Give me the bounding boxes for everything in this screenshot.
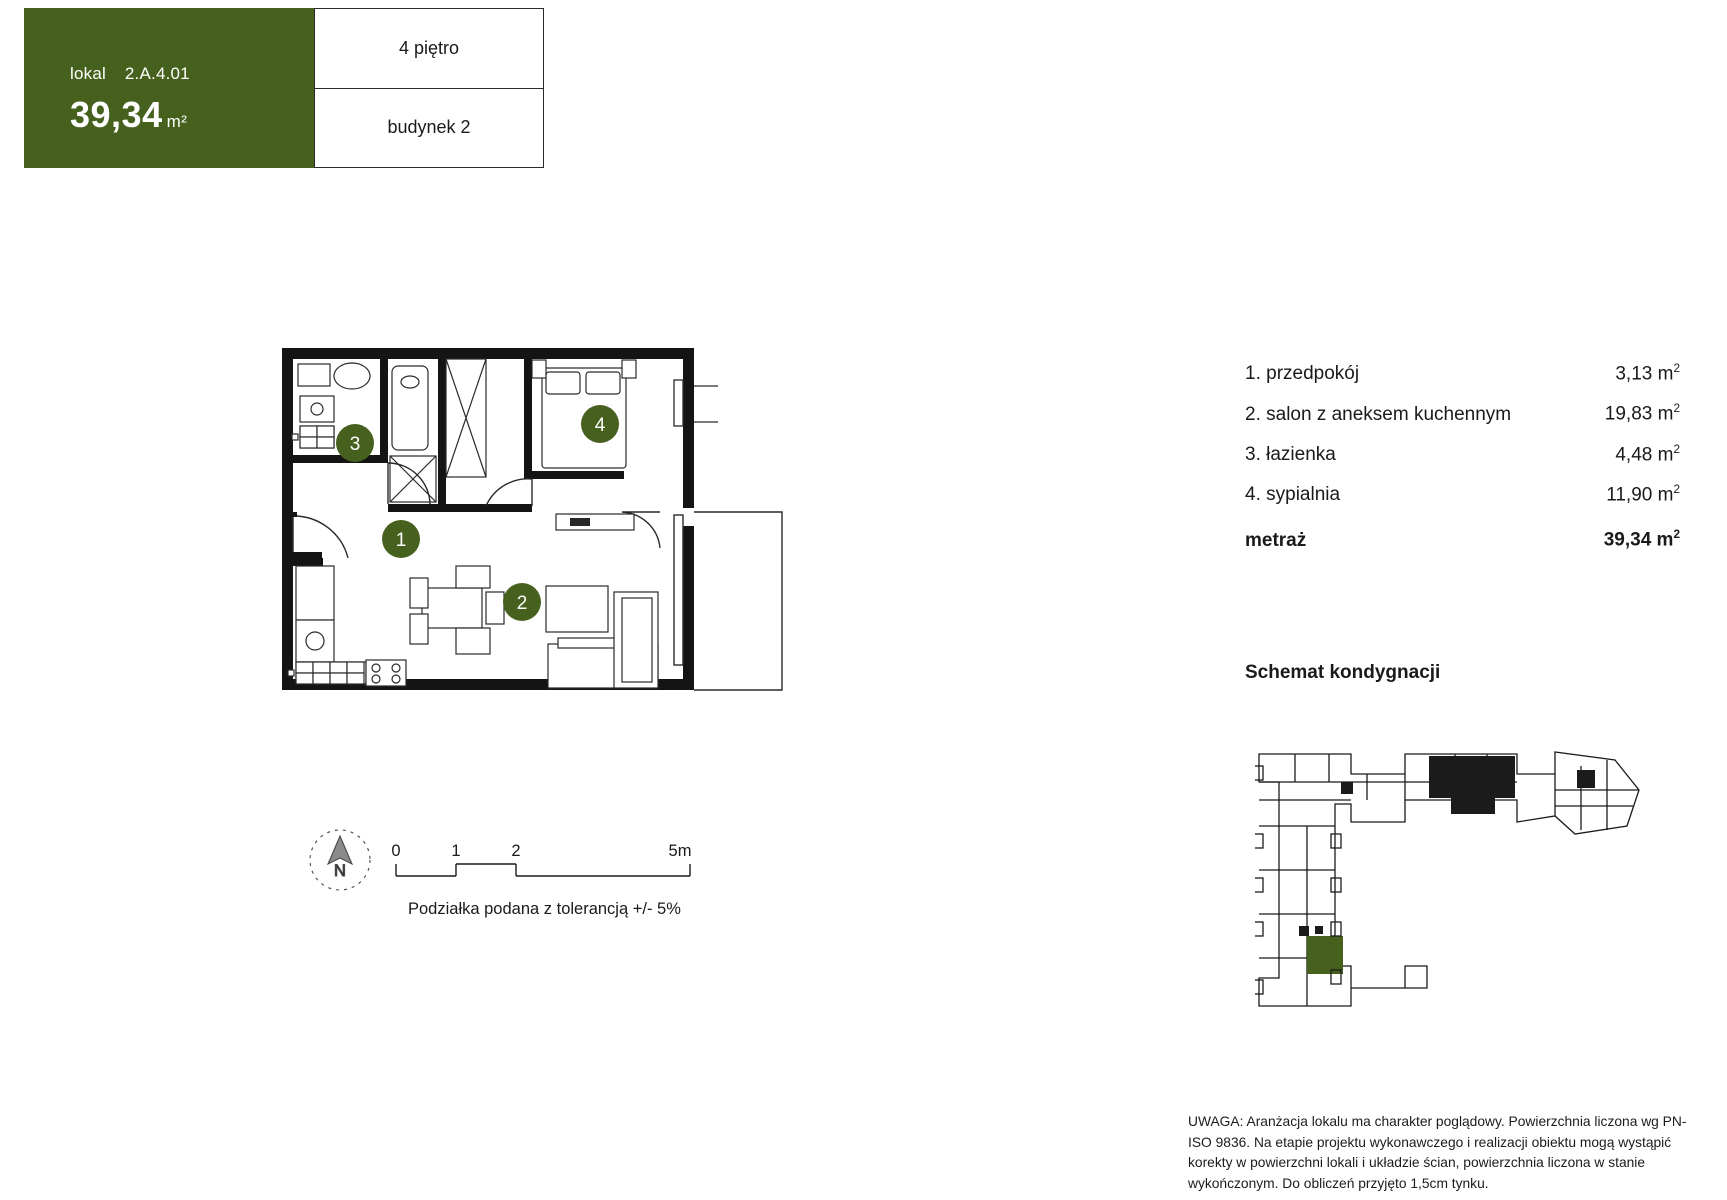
floor-plan: [270, 330, 830, 850]
room-marker-3-label: 3: [349, 434, 361, 455]
total-area: 39,34 $m^2$: [1603, 528, 1680, 551]
room-marker-2-label: 2: [516, 593, 528, 614]
room-label: 2. salon z aneksem kuchennym: [1245, 403, 1512, 425]
room-label: 4. sypialnia: [1245, 484, 1341, 506]
badge-area-unit: m²: [166, 112, 188, 131]
scale-tick-2: 2: [511, 842, 521, 860]
total-label: metraż: [1245, 529, 1307, 551]
room-area: 4,48 $m^2$: [1615, 442, 1680, 465]
room-area: 3,13 $m^2$: [1615, 362, 1680, 385]
room-area: 11,90 $m^2$: [1606, 482, 1680, 506]
apartment-summary-badge: [24, 8, 544, 168]
scale-bar-block: [300, 820, 720, 930]
room-list-item: [1245, 483, 1680, 506]
schema-title: Schemat kondygnacji: [1245, 662, 1441, 683]
room-area: 19,83 $m^2$: [1604, 402, 1680, 425]
badge-info-panel: [314, 8, 544, 168]
plan-dining-set: [410, 566, 504, 654]
room-label: 3. łazienka: [1245, 443, 1336, 465]
floor-schema-svg: [1255, 730, 1655, 1030]
scale-ruler: [396, 864, 690, 876]
scale-tolerance-note: Podziałka podana z tolerancją +/- 5%: [408, 900, 681, 918]
schema-core-fill: [1299, 756, 1595, 936]
disclaimer-note: UWAGA: Aranżacja lokalu ma charakter poglądowy. Powierzchnia liczona wg PN-ISO 9836. Na etapie projektu wykonawczego i realizacji obiektu mogą wystąpić korekty w powierzchni lokali i układzie ścian, powierzchnia liczona w stanie wykończonym. Do obliczeń przyjęto 1,5cm tynku.: [1188, 1114, 1687, 1192]
schema-highlighted-unit: [1307, 936, 1343, 974]
scale-bar-svg: [300, 820, 720, 900]
plan-window-right-top: [674, 380, 718, 426]
room-area-list: [1245, 362, 1680, 569]
badge-lokal-label: lokal: [70, 64, 106, 83]
badge-lokal-value: 2.A.4.01: [124, 64, 190, 83]
floor-plan-svg: [270, 330, 830, 850]
badge-floor: 4 piętro: [314, 8, 544, 88]
room-list-item: [1245, 362, 1680, 385]
scale-tick-0: 0: [391, 842, 401, 860]
room-total-row: [1245, 528, 1680, 551]
floor-schema: [1255, 730, 1655, 1030]
room-marker-4-label: 4: [594, 415, 606, 436]
badge-area-panel: [24, 8, 314, 168]
room-marker-1-label: 1: [395, 530, 407, 551]
plan-living-furniture: [546, 586, 658, 688]
plan-kitchen-units: [288, 566, 406, 686]
room-list-item: [1245, 402, 1680, 425]
scale-tick-5m: 5m: [668, 842, 692, 860]
badge-total-area: [70, 94, 187, 136]
plan-bedroom-furniture: [532, 360, 636, 530]
room-list-item: [1245, 443, 1680, 466]
room-label: 1. przedpokój: [1245, 363, 1360, 385]
scale-tick-1: 1: [451, 842, 461, 860]
compass-rose: [310, 830, 370, 890]
compass-north-label: N: [334, 862, 346, 880]
plan-entrance-door: [288, 512, 348, 558]
badge-building: budynek 2: [314, 88, 544, 169]
badge-area-value: 39,34: [70, 94, 163, 135]
badge-lokal-row: [70, 64, 190, 84]
